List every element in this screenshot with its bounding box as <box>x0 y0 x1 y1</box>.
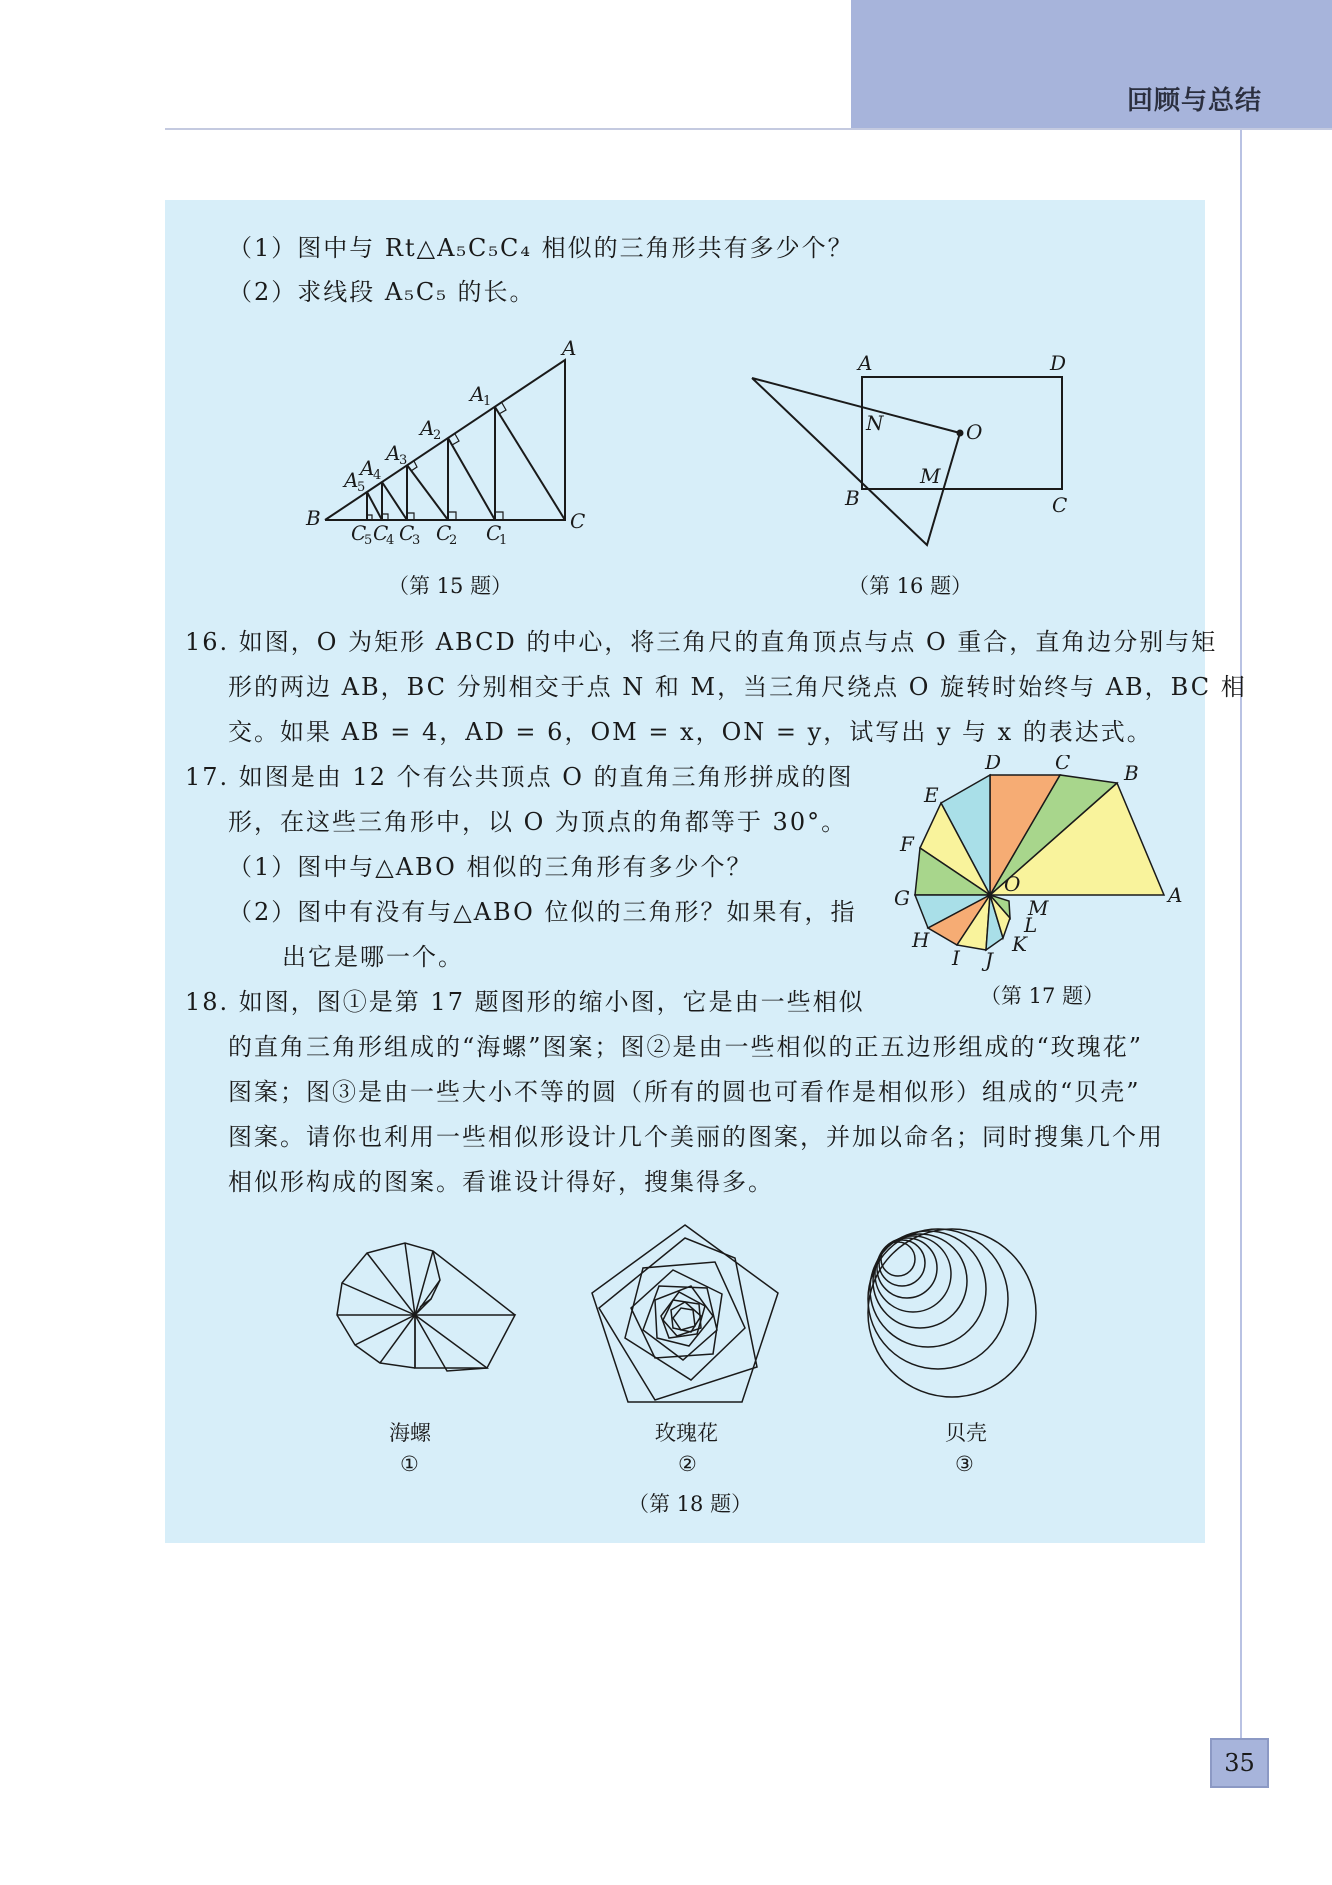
q17-part2: （2）图中有没有与△ABO 位似的三角形？如果有，指 <box>228 898 857 926</box>
margin-rule <box>1240 130 1242 1750</box>
fig17-label-e: E <box>924 783 939 807</box>
fig16-label-d: D <box>1050 351 1067 375</box>
fig16-label-b: B <box>845 486 860 510</box>
fig16-center-point <box>957 430 964 437</box>
fig15-label-a2: A <box>420 416 435 440</box>
shell-label: 海螺 <box>389 1421 431 1445</box>
fig15-sub-1: 1 <box>483 394 492 409</box>
fig17-label-b: B <box>1124 761 1139 785</box>
header-rule <box>165 128 1332 130</box>
figure-17 <box>890 755 1200 975</box>
fig15-sub-2: 2 <box>433 428 442 443</box>
fig15-sub-3: 3 <box>399 453 408 468</box>
fig15-caption: （第 15 题） <box>388 574 513 598</box>
q16-line2: 形的两边 AB，BC 分别相交于点 N 和 M，当三角尺绕点 O 旋转时始终与 AB，BC 相 <box>228 673 1247 701</box>
q18-line4: 图案。请你也利用一些相似形设计几个美丽的图案，并加以命名；同时搜集几个用 <box>228 1123 1164 1151</box>
fig17-label-m: M <box>1028 896 1049 920</box>
q18-line3: 图案；图③是由一些大小不等的圆（所有的圆也可看作是相似形）组成的“贝壳” <box>228 1078 1141 1106</box>
rose-label: 玫瑰花 <box>655 1421 718 1445</box>
q16-line3: 交。如果 AB = 4，AD = 6，OM = x，ON = y，试写出 y 与 x 的表达式。 <box>228 718 1153 746</box>
conch-label: 贝壳 <box>945 1421 987 1445</box>
q17-part2-cont: 出它是哪一个。 <box>282 943 464 971</box>
fig15-label-b: B <box>306 506 321 530</box>
fig15-sub-c5: 5 <box>364 533 373 548</box>
fig17-label-g: G <box>894 886 910 910</box>
fig17-label-j: J <box>985 948 994 972</box>
fig16-label-a: A <box>858 351 873 375</box>
fig15-label-a4: A <box>360 456 375 480</box>
figure-18-conch <box>860 1225 1045 1400</box>
fig15-label-c5: C <box>351 521 367 545</box>
fig16-label-m: M <box>920 464 941 488</box>
fig17-label-d: D <box>985 755 1002 774</box>
fig15-label-c4: C <box>373 521 389 545</box>
fig16-label-c: C <box>1052 493 1068 517</box>
fig15-label-a3: A <box>386 441 401 465</box>
q18-line1: 18. 如图，图①是第 17 题图形的缩小图，它是由一些相似 <box>185 988 865 1016</box>
fig17-label-f: F <box>900 832 914 856</box>
q15-part2: （2）求线段 A₅C₅ 的长。 <box>228 278 536 306</box>
fig15-label-c: C <box>570 509 586 533</box>
q15-part1: （1）图中与 Rt△A₅C₅C₄ 相似的三角形共有多少个？ <box>228 234 854 262</box>
conch-number: ③ <box>955 1452 974 1476</box>
fig15-label-c3: C <box>399 521 415 545</box>
fig16-label-o: O <box>966 420 983 444</box>
fig17-label-l: L <box>1024 913 1038 937</box>
fig17-label-k: K <box>1012 932 1027 956</box>
q17-line1: 17. 如图是由 12 个有公共顶点 O 的直角三角形拼成的图 <box>185 763 854 791</box>
section-title: 回顾与总结 <box>1126 86 1262 116</box>
fig17-label-a: A <box>1168 883 1183 907</box>
fig15-sub-c1: 1 <box>499 533 508 548</box>
rose-number: ② <box>678 1452 697 1476</box>
shell-number: ① <box>400 1452 419 1476</box>
fig15-sub-c3: 3 <box>412 533 421 548</box>
fig16-caption: （第 16 题） <box>848 574 973 598</box>
fig15-sub-4: 4 <box>373 468 382 483</box>
fig15-label-c2: C <box>436 521 452 545</box>
fig17-label-o: O <box>1004 872 1021 896</box>
fig15-sub-5: 5 <box>357 480 366 495</box>
fig17-label-i: I <box>952 946 960 970</box>
fig17-label-h: H <box>912 928 930 952</box>
fig18-caption: （第 18 题） <box>628 1492 753 1516</box>
fig15-sub-c4: 4 <box>386 533 395 548</box>
fig15-label-a: A <box>562 336 577 360</box>
figure-16 <box>740 345 1080 560</box>
q16-line1: 16. 如图，O 为矩形 ABCD 的中心，将三角尺的直角顶点与点 O 重合，直角边分别与矩 <box>185 628 1218 656</box>
fig15-sub-c2: 2 <box>449 533 458 548</box>
fig15-label-a5: A <box>344 468 359 492</box>
fig16-label-n: N <box>866 411 884 435</box>
fig17-caption: （第 17 题） <box>980 984 1105 1008</box>
fig15-label-c1: C <box>486 521 502 545</box>
page-number: 35 <box>1210 1738 1269 1788</box>
figure-18-rose <box>585 1220 785 1410</box>
fig15-label-a1: A <box>470 382 485 406</box>
q18-line2: 的直角三角形组成的“海螺”图案；图②是由一些相似的正五边形组成的“玫瑰花” <box>228 1033 1144 1061</box>
figure-15 <box>300 335 600 550</box>
q17-part1: （1）图中与△ABO 相似的三角形有多少个？ <box>228 853 753 881</box>
fig17-label-c: C <box>1055 755 1071 774</box>
q18-line5: 相似形构成的图案。看谁设计得好，搜集得多。 <box>228 1168 774 1196</box>
figure-18-shell <box>325 1235 525 1375</box>
q17-line2: 形，在这些三角形中，以 O 为顶点的角都等于 30°。 <box>228 808 848 836</box>
